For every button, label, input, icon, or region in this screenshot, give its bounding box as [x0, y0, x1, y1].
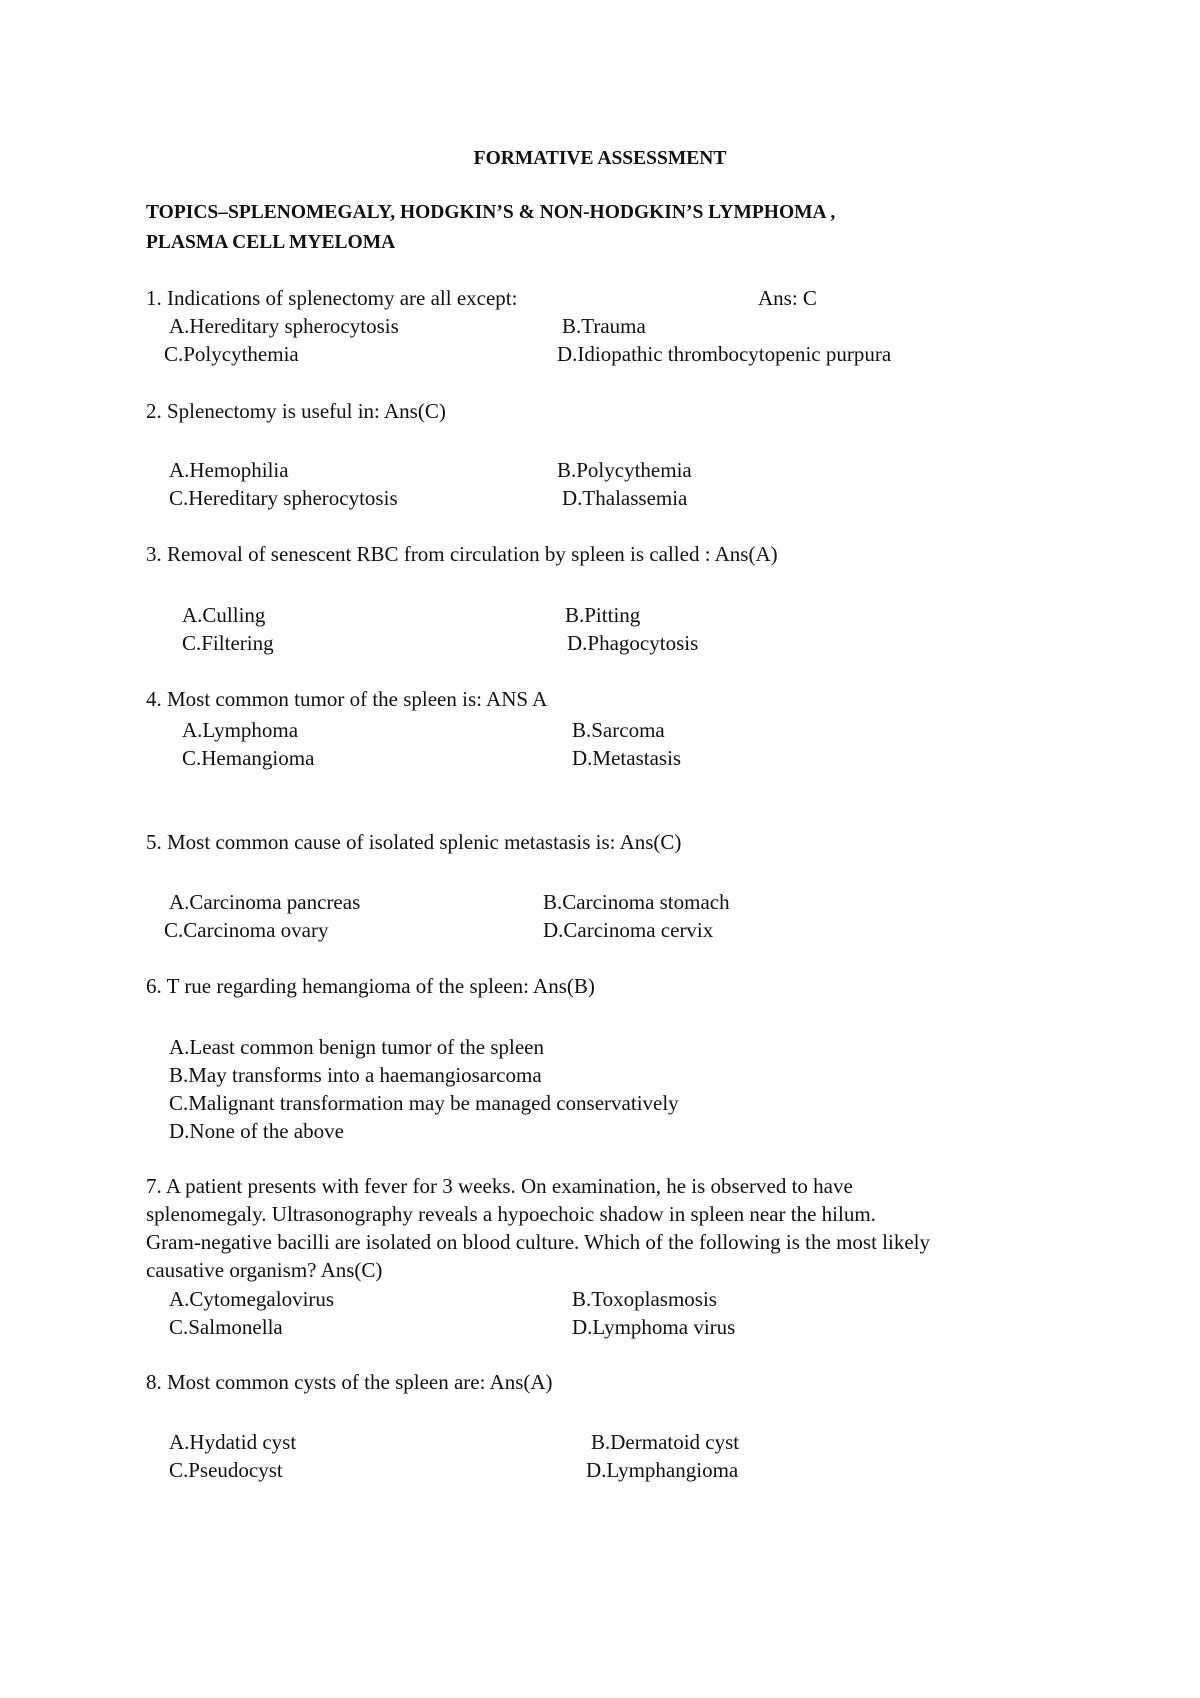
- question-5-option-a: A.Carcinoma pancreas: [169, 890, 361, 914]
- question-3-stem: 3. Removal of senescent RBC from circulation by spleen is called : Ans(A): [146, 542, 778, 566]
- question-1-answer: Ans: C: [758, 286, 817, 310]
- question-3-option-b: B.Pitting: [565, 603, 641, 627]
- question-8-option-a: A.Hydatid cyst: [169, 1430, 297, 1454]
- question-2-option-c: C.Hereditary spherocytosis: [169, 486, 398, 510]
- question-7-option-c: C.Salmonella: [169, 1315, 283, 1339]
- question-1-stem: 1. Indications of splenectomy are all except:: [146, 286, 518, 310]
- question-3-option-a: A.Culling: [182, 603, 266, 627]
- question-5-option-d: D.Carcinoma cervix: [543, 918, 714, 942]
- question-8-option-d: D.Lymphangioma: [586, 1458, 739, 1482]
- question-6-option-b: B.May transforms into a haemangiosarcoma: [169, 1063, 542, 1087]
- question-8-stem: 8. Most common cysts of the spleen are: Ans(A): [146, 1370, 553, 1394]
- document-title: FORMATIVE ASSESSMENT: [473, 148, 727, 169]
- question-2-option-d: D.Thalassemia: [562, 486, 688, 510]
- question-1-option-b: B.Trauma: [562, 314, 646, 338]
- question-7-stem-line-3: Gram-negative bacilli are isolated on blood culture. Which of the following is the most likely: [146, 1230, 930, 1254]
- question-7-option-a: A.Cytomegalovirus: [169, 1287, 335, 1311]
- question-6-option-a: A.Least common benign tumor of the spleen: [169, 1035, 544, 1059]
- question-4-option-c: C.Hemangioma: [182, 746, 315, 770]
- question-5-option-c: C.Carcinoma ovary: [164, 918, 329, 942]
- question-7-stem-line-4: causative organism? Ans(C): [146, 1258, 383, 1282]
- topics-heading-line-1: TOPICS–SPLENOMEGALY, HODGKIN’S & NON-HODGKIN’S LYMPHOMA ,: [146, 202, 836, 223]
- question-3-option-d: D.Phagocytosis: [567, 631, 699, 655]
- question-1-option-c: C.Polycythemia: [164, 342, 299, 366]
- question-4-stem: 4. Most common tumor of the spleen is: ANS A: [146, 687, 548, 711]
- question-4-option-a: A.Lymphoma: [182, 718, 299, 742]
- question-1-option-a: A.Hereditary spherocytosis: [169, 314, 399, 338]
- question-6-option-c: C.Malignant transformation may be managed conservatively: [169, 1091, 679, 1115]
- topics-heading-line-2: PLASMA CELL MYELOMA: [146, 232, 396, 253]
- question-4-option-d: D.Metastasis: [572, 746, 682, 770]
- question-8-option-b: B.Dermatoid cyst: [591, 1430, 740, 1454]
- question-5-stem: 5. Most common cause of isolated splenic metastasis is: Ans(C): [146, 830, 682, 854]
- question-2-stem: 2. Splenectomy is useful in: Ans(C): [146, 399, 446, 423]
- question-7-option-b: B.Toxoplasmosis: [572, 1287, 717, 1311]
- question-3-option-c: C.Filtering: [182, 631, 274, 655]
- question-6-stem: 6. T rue regarding hemangioma of the spleen: Ans(B): [146, 974, 595, 998]
- question-2-option-a: A.Hemophilia: [169, 458, 289, 482]
- question-1-option-d: D.Idiopathic thrombocytopenic purpura: [557, 342, 892, 366]
- question-4-option-b: B.Sarcoma: [572, 718, 665, 742]
- question-5-option-b: B.Carcinoma stomach: [543, 890, 730, 914]
- question-7-stem-line-1: 7. A patient presents with fever for 3 weeks. On examination, he is observed to have: [146, 1174, 853, 1198]
- question-7-option-d: D.Lymphoma virus: [572, 1315, 736, 1339]
- question-6-option-d: D.None of the above: [169, 1119, 344, 1143]
- question-2-option-b: B.Polycythemia: [557, 458, 692, 482]
- question-7-stem-line-2: splenomegaly. Ultrasonography reveals a hypoechoic shadow in spleen near the hilum.: [146, 1202, 876, 1226]
- question-8-option-c: C.Pseudocyst: [169, 1458, 283, 1482]
